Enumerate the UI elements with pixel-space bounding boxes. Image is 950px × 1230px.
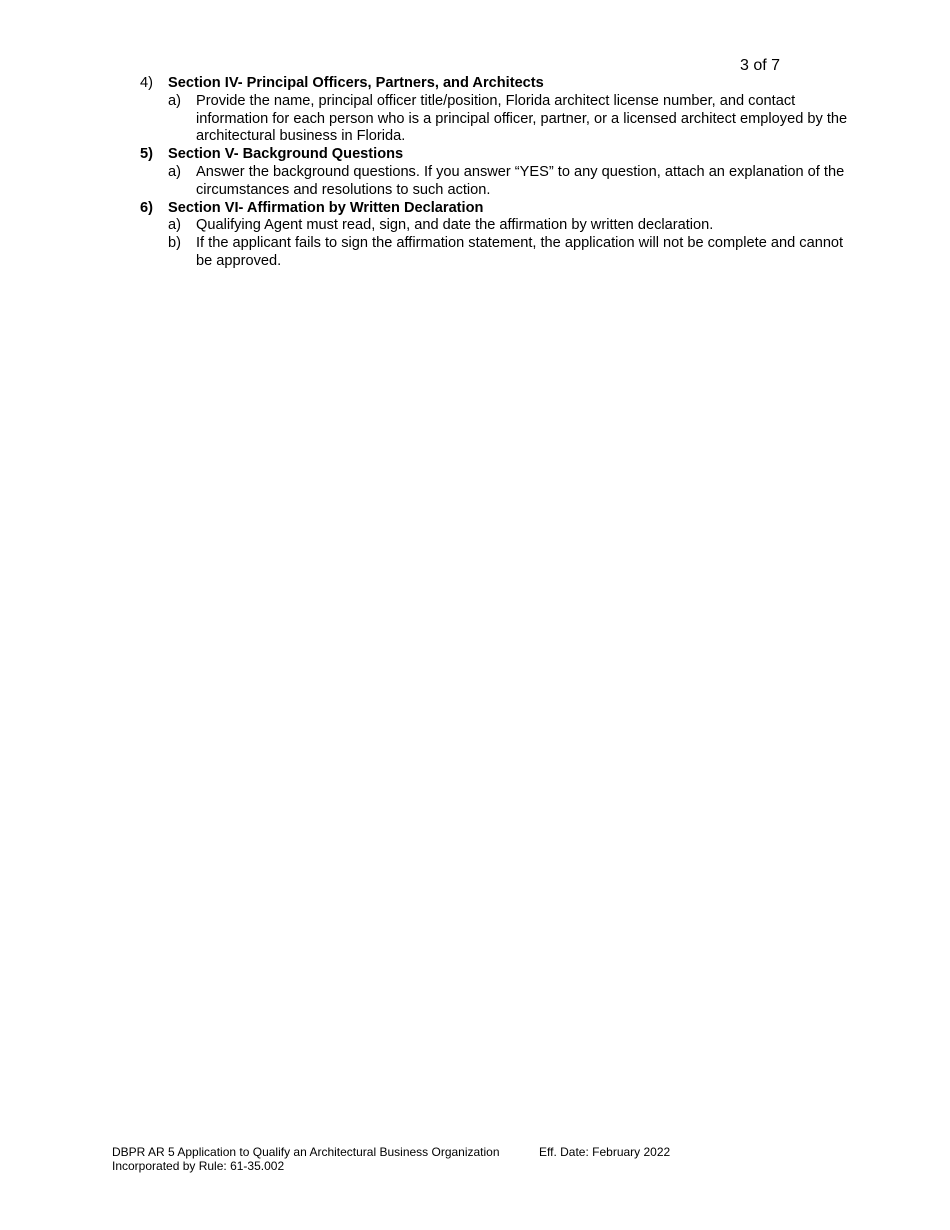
page-footer [112,1145,670,1173]
section-6-item-b [168,235,850,271]
item-letter: a) [168,217,181,234]
section-4-item-a [168,93,850,146]
page-number: 3 of 7 [740,57,781,74]
section-6-heading [140,200,850,218]
footer-effective-date: Eff. Date: February 2022 [539,1145,671,1159]
instructions-list [140,75,850,271]
section-6-number: 6) [140,199,153,216]
section-5 [140,146,850,199]
section-5-heading [140,146,850,164]
section-6-item-a [168,217,850,235]
item-letter: a) [168,163,181,180]
section-5-title: Section V- Background Questions [168,146,404,163]
footer-rule: Incorporated by Rule: 61-35.002 [112,1159,285,1173]
section-4 [140,75,850,146]
item-text: Qualifying Agent must read, sign, and date the affirmation by written declaration. [196,217,714,234]
section-6 [140,200,850,271]
section-5-number: 5) [140,146,153,163]
item-letter: b) [168,235,181,252]
footer-form-name: DBPR AR 5 Application to Qualify an Architectural Business Organization [112,1145,500,1159]
item-text: If the applicant fails to sign the affirmation statement, the application will not be complete and cannot be approved. [196,235,844,269]
item-letter: a) [168,92,181,109]
section-4-number: 4) [140,75,153,91]
item-text: Provide the name, principal officer title/position, Florida architect license number, and contact information for each person who is a principal officer, partner, or a licensed architect employed by the architectural business in Florida. [196,92,848,145]
item-text: Answer the background questions. If you answer “YES” to any question, attach an explanation of the circumstances and resolutions to such action. [196,163,845,198]
section-6-title: Section VI- Affirmation by Written Declaration [168,199,484,216]
section-4-heading [140,75,850,93]
section-5-item-a [168,164,850,200]
footer-row [112,1145,670,1159]
section-4-title: Section IV- Principal Officers, Partners, and Architects [168,75,544,91]
